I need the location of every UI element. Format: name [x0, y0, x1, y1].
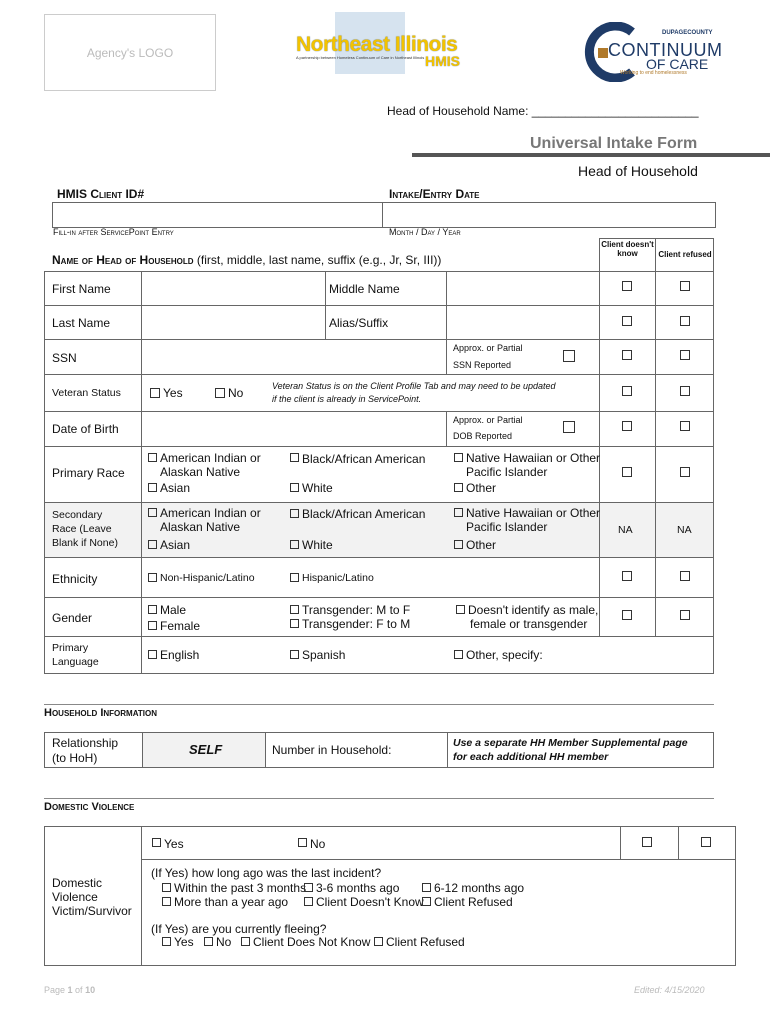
- ethnicity-non-hispanic-label: Non-Hispanic/Latino: [160, 572, 255, 584]
- dv-fleeing-no-checkbox[interactable]: [204, 937, 213, 946]
- first-name-refused-checkbox[interactable]: [680, 281, 690, 291]
- ethnicity-label: Ethnicity: [52, 572, 98, 586]
- dv-fleeing-no-label: No: [216, 935, 232, 949]
- relationship-self: SELF: [189, 742, 223, 757]
- form-title: Universal Intake Form: [530, 135, 698, 152]
- dv-fleeing-ref-label: Client Refused: [386, 935, 465, 949]
- dv-incident-ref-checkbox[interactable]: [422, 897, 431, 906]
- veteran-refused-checkbox[interactable]: [680, 386, 690, 396]
- first-name-dont-know-checkbox[interactable]: [622, 281, 632, 291]
- ssn-label: SSN: [52, 351, 77, 365]
- primary-language-label: Primary: [52, 642, 89, 654]
- primary-race-other-label: Other: [466, 481, 497, 495]
- primary-race-label: Primary Race: [52, 466, 125, 480]
- gender-refused-checkbox[interactable]: [680, 610, 690, 620]
- number-in-household-input[interactable]: [398, 734, 446, 766]
- language-other-label: Other, specify:: [466, 648, 543, 662]
- secondary-race-nh-label-2: Pacific Islander: [466, 520, 548, 534]
- veteran-status-label: Veteran Status: [52, 387, 121, 399]
- veteran-dont-know-checkbox[interactable]: [622, 386, 632, 396]
- date-format-note: Month / Day / Year: [389, 227, 461, 237]
- dv-36-label: 3-6 months ago: [316, 881, 400, 895]
- language-english-label: English: [160, 648, 200, 662]
- gender-non-binary-label: Doesn't identify as male,: [468, 603, 599, 617]
- gender-non-binary-label-2: female or transgender: [470, 617, 588, 631]
- language-spanish-label: Spanish: [302, 648, 346, 662]
- primary-race-refused-checkbox[interactable]: [680, 467, 690, 477]
- title-rule: [412, 153, 770, 157]
- hmis-logo-title: Northeast Illinois: [296, 33, 458, 56]
- dv-year-label: More than a year ago: [174, 895, 289, 909]
- dv-label: Domestic: [52, 876, 103, 890]
- secondary-race-asian-checkbox[interactable]: [148, 540, 157, 549]
- secondary-race-other-checkbox[interactable]: [454, 540, 463, 549]
- dv-incident-dk-checkbox[interactable]: [304, 897, 313, 906]
- col-header-dont-know: Client doesn't know: [601, 240, 654, 259]
- dv-fleeing-dk-label: Client Does Not Know: [253, 935, 371, 949]
- dv-yes-label: Yes: [164, 837, 184, 851]
- veteran-note-line1: Veteran Status is on the Client Profile Tab and may need to be updated: [272, 381, 556, 391]
- secondary-race-nh-label: Native Hawaiian or Other: [466, 506, 601, 520]
- dob-dont-know-checkbox[interactable]: [622, 421, 632, 431]
- col-header-refused: Client refused: [658, 250, 712, 259]
- divider: [382, 202, 383, 228]
- secondary-race-white-label: White: [302, 538, 333, 552]
- primary-race-white-checkbox[interactable]: [290, 483, 299, 492]
- language-english-checkbox[interactable]: [148, 650, 157, 659]
- gender-female-checkbox[interactable]: [148, 621, 157, 630]
- page-number: Page 1 of 10: [44, 985, 96, 995]
- secondary-race-white-checkbox[interactable]: [290, 540, 299, 549]
- dob-reported-label: DOB Reported: [453, 431, 513, 441]
- secondary-race-nh-checkbox[interactable]: [454, 508, 463, 517]
- primary-race-black-label: Black/African American: [302, 452, 426, 466]
- secondary-race-na-1: NA: [618, 524, 633, 536]
- dv-no-label: No: [310, 837, 326, 851]
- household-note: Use a separate HH Member Supplemental page: [453, 737, 688, 749]
- primary-race-dont-know-checkbox[interactable]: [622, 467, 632, 477]
- language-other-checkbox[interactable]: [454, 650, 463, 659]
- primary-race-other-checkbox[interactable]: [454, 483, 463, 492]
- client-id-and-date-input[interactable]: [52, 202, 716, 228]
- veteran-no-label: No: [228, 386, 244, 400]
- secondary-race-label-2: Race (Leave: [52, 523, 112, 535]
- dob-refused-checkbox[interactable]: [680, 421, 690, 431]
- secondary-race-black-checkbox[interactable]: [290, 509, 299, 518]
- middle-name-label: Middle Name: [329, 282, 400, 296]
- dv-dont-know-checkbox[interactable]: [642, 837, 652, 847]
- dv-yes-checkbox[interactable]: [152, 838, 161, 847]
- veteran-yes-checkbox[interactable]: [150, 388, 160, 398]
- last-name-label: Last Name: [52, 316, 111, 330]
- dv-label-2: Violence: [52, 890, 98, 904]
- first-name-input[interactable]: [143, 273, 323, 304]
- hmis-logo-tagline: A partnership between Homeless Continuum of Care in Northeast Illinois: [296, 55, 425, 60]
- ethnicity-non-hispanic-checkbox[interactable]: [148, 573, 157, 582]
- edited-date: Edited: 4/15/2020: [634, 985, 705, 995]
- dv-no-checkbox[interactable]: [298, 838, 307, 847]
- primary-race-nh-checkbox[interactable]: [454, 453, 463, 462]
- dv-incident-ref-label: Client Refused: [434, 895, 513, 909]
- secondary-race-other-label: Other: [466, 538, 497, 552]
- last-name-refused-checkbox[interactable]: [680, 316, 690, 326]
- dv-incident-question: (If Yes) how long ago was the last incident?: [151, 866, 382, 880]
- agency-logo: Agency's LOGO: [44, 14, 216, 91]
- dv-year-checkbox[interactable]: [162, 897, 171, 906]
- dv-label-3: Victim/Survivor: [52, 904, 132, 918]
- secondary-race-ai-checkbox[interactable]: [148, 508, 157, 517]
- dob-label: Date of Birth: [52, 422, 119, 436]
- ethnicity-dont-know-checkbox[interactable]: [622, 571, 632, 581]
- primary-race-asian-checkbox[interactable]: [148, 483, 157, 492]
- coc-logo-continuum: CONTINUUM: [608, 40, 723, 60]
- relationship-label: Relationship: [52, 736, 119, 750]
- ethnicity-hispanic-checkbox[interactable]: [290, 573, 299, 582]
- veteran-yes-label: Yes: [163, 386, 183, 400]
- primary-race-white-label: White: [302, 481, 333, 495]
- number-in-household-label: Number in Household:: [272, 743, 392, 757]
- dob-input[interactable]: [143, 413, 444, 445]
- form-subtitle: Head of Household: [578, 163, 698, 179]
- fill-after-note: Fill-in after ServicePoint Entry: [53, 227, 174, 237]
- ssn-approx-checkbox[interactable]: [563, 350, 575, 362]
- coc-logo-county: DUPAGECOUNTY: [662, 30, 713, 36]
- secondary-race-na-2: NA: [677, 524, 692, 536]
- secondary-race-label: Secondary: [52, 509, 103, 521]
- ethnicity-hispanic-label: Hispanic/Latino: [302, 572, 374, 584]
- ssn-approx-label: Approx. or Partial: [453, 343, 523, 353]
- dv-612-checkbox[interactable]: [422, 883, 431, 892]
- primary-race-black-checkbox[interactable]: [290, 453, 299, 462]
- gender-male-label: Male: [160, 603, 187, 617]
- primary-race-ai-label-2: Alaskan Native: [160, 465, 241, 479]
- relationship-label-2: (to HoH): [52, 751, 98, 765]
- veteran-note-line2: if the client is already in ServicePoint.: [272, 394, 422, 404]
- dv-3m-checkbox[interactable]: [162, 883, 171, 892]
- dv-refused-checkbox[interactable]: [701, 837, 711, 847]
- secondary-race-label-3: Blank if None): [52, 537, 118, 549]
- alias-suffix-label: Alias/Suffix: [329, 316, 389, 330]
- dv-36-checkbox[interactable]: [304, 883, 313, 892]
- client-id-label: HMIS Client ID#: [57, 187, 145, 201]
- coc-logo-of-care: OF CARE: [646, 56, 709, 72]
- gender-non-binary-checkbox[interactable]: [456, 605, 465, 614]
- household-note-2: for each additional HH member: [453, 751, 609, 763]
- secondary-race-ai-label: American Indian or: [160, 506, 261, 520]
- ssn-reported-label: SSN Reported: [453, 360, 512, 370]
- first-name-label: First Name: [52, 282, 111, 296]
- secondary-race-asian-label: Asian: [160, 538, 191, 552]
- gender-ftm-checkbox[interactable]: [290, 619, 299, 628]
- primary-race-nh-label-2: Pacific Islander: [466, 465, 548, 479]
- dv-heading: Domestic Violence: [44, 801, 135, 813]
- dob-approx-checkbox[interactable]: [563, 421, 575, 433]
- middle-name-input[interactable]: [448, 273, 597, 304]
- alias-suffix-input[interactable]: [448, 307, 597, 338]
- dv-612-label: 6-12 months ago: [434, 881, 525, 895]
- language-spanish-checkbox[interactable]: [290, 650, 299, 659]
- primary-race-nh-label: Native Hawaiian or Other: [466, 451, 601, 465]
- intake-date-label: Intake/Entry Date: [389, 187, 480, 201]
- dv-3m-label: Within the past 3 months: [174, 881, 307, 895]
- gender-dont-know-checkbox[interactable]: [622, 610, 632, 620]
- primary-race-asian-label: Asian: [160, 481, 191, 495]
- gender-ftm-label: Transgender: F to M: [302, 617, 411, 631]
- household-heading: Household Information: [44, 707, 158, 719]
- dv-fleeing-question: (If Yes) are you currently fleeing?: [151, 922, 327, 936]
- secondary-race-black-label: Black/African American: [302, 507, 426, 521]
- gender-female-label: Female: [160, 619, 201, 633]
- dv-incident-dk-label: Client Doesn't Know: [316, 895, 424, 909]
- dv-fleeing-yes-checkbox[interactable]: [162, 937, 171, 946]
- ssn-refused-checkbox[interactable]: [680, 350, 690, 360]
- primary-race-ai-checkbox[interactable]: [148, 453, 157, 462]
- hmis-logo-hmis: HMIS: [425, 53, 460, 69]
- secondary-race-ai-label-2: Alaskan Native: [160, 520, 241, 534]
- veteran-no-checkbox[interactable]: [215, 388, 225, 398]
- name-section-heading: Name of Head of Household (first, middle, last name, suffix (e.g., Jr, Sr, III)): [52, 253, 442, 267]
- gender-label: Gender: [52, 611, 93, 625]
- dv-fleeing-ref-checkbox[interactable]: [374, 937, 383, 946]
- gender-mtf-label: Transgender: M to F: [302, 603, 411, 617]
- last-name-dont-know-checkbox[interactable]: [622, 316, 632, 326]
- gender-mtf-checkbox[interactable]: [290, 605, 299, 614]
- ethnicity-refused-checkbox[interactable]: [680, 571, 690, 581]
- hoh-name-field[interactable]: Head of Household Name: _________________________: [387, 104, 699, 118]
- primary-language-label-2: Language: [52, 656, 99, 668]
- ssn-dont-know-checkbox[interactable]: [622, 350, 632, 360]
- dob-approx-label: Approx. or Partial: [453, 415, 523, 425]
- dv-fleeing-dk-checkbox[interactable]: [241, 937, 250, 946]
- last-name-input[interactable]: [143, 307, 323, 338]
- coc-logo-tagline: Working to end homelessness: [620, 70, 687, 76]
- ssn-input[interactable]: [143, 341, 444, 373]
- primary-race-ai-label: American Indian or: [160, 451, 261, 465]
- gender-male-checkbox[interactable]: [148, 605, 157, 614]
- dv-fleeing-yes-label: Yes: [174, 935, 194, 949]
